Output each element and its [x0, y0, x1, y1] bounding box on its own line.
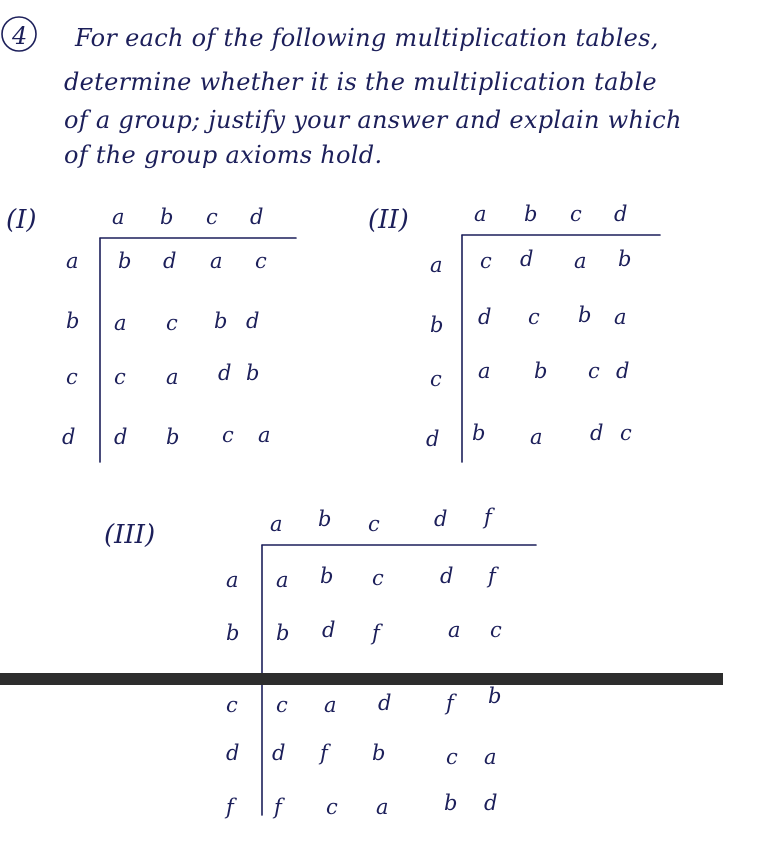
col-header: d	[250, 205, 264, 229]
table-cell: c	[480, 249, 492, 273]
table-cell: b	[214, 309, 228, 333]
table-cell: a	[614, 305, 627, 329]
col-header: b	[160, 205, 174, 229]
table-cell: b	[472, 421, 486, 445]
table-cell: c	[255, 249, 267, 273]
row-header: a	[430, 253, 443, 277]
col-header: c	[206, 205, 218, 229]
row-header: b	[66, 309, 80, 333]
table-cell: d	[322, 618, 336, 642]
col-header: a	[112, 205, 125, 229]
overlay-bar	[0, 673, 723, 685]
table-cell: b	[320, 564, 334, 588]
table-cell: c	[114, 365, 126, 389]
table-cell: d	[478, 305, 492, 329]
col-header: a	[474, 202, 487, 226]
table-cell: f	[320, 741, 328, 765]
table-cell: d	[163, 249, 177, 273]
table-cell: f	[488, 564, 496, 588]
row-header: a	[66, 249, 79, 273]
problem-number	[2, 17, 36, 51]
col-header: c	[570, 202, 582, 226]
table-cell: a	[166, 365, 179, 389]
problem-number-text: 4	[12, 22, 28, 50]
col-header: b	[524, 202, 538, 226]
table-cell: d	[246, 309, 260, 333]
table-cell: b	[246, 361, 260, 385]
problem-line-1: For each of the following multiplication tables,	[75, 24, 659, 52]
row-header: d	[226, 741, 240, 765]
problem-line-4: of the group axioms hold.	[64, 141, 383, 169]
table-cell: c	[620, 421, 632, 445]
table-cell: c	[490, 618, 502, 642]
problem-line-3: of a group; justify your answer and explain which	[64, 106, 682, 134]
table-cell: a	[530, 425, 543, 449]
col-header: c	[368, 512, 380, 536]
table-cell: c	[372, 566, 384, 590]
problem-line-2: determine whether it is the multiplication table	[64, 68, 657, 96]
row-header: f	[226, 795, 234, 819]
table-cell: d	[378, 691, 392, 715]
table-i	[6, 205, 296, 462]
table-cell: a	[448, 618, 461, 642]
table-cell: c	[276, 693, 288, 717]
table-cell: d	[616, 359, 630, 383]
col-header: a	[270, 512, 283, 536]
table-cell: a	[574, 249, 587, 273]
table-cell: c	[326, 795, 338, 819]
table-cell: f	[372, 621, 380, 645]
table-cell: b	[118, 249, 132, 273]
table-cell: a	[324, 693, 337, 717]
table-ii	[368, 202, 660, 462]
row-header: a	[226, 568, 239, 592]
row-header: d	[426, 427, 440, 451]
table-cell: b	[166, 425, 180, 449]
table-cell: c	[446, 745, 458, 769]
table-cell: d	[484, 791, 498, 815]
table-label: (II)	[368, 205, 409, 235]
table-cell: c	[222, 423, 234, 447]
table-cell: a	[484, 745, 497, 769]
row-header: b	[430, 313, 444, 337]
table-cell: a	[210, 249, 223, 273]
row-header: c	[226, 693, 238, 717]
table-cell: a	[376, 795, 389, 819]
table-cell: c	[528, 305, 540, 329]
table-cell: a	[478, 359, 491, 383]
table-label: (I)	[6, 205, 37, 235]
table-cell: d	[590, 421, 604, 445]
problem-statement	[64, 24, 682, 169]
table-cell: d	[272, 741, 286, 765]
row-header: b	[226, 621, 240, 645]
col-header: b	[318, 507, 332, 531]
col-header: f	[484, 505, 492, 529]
table-cell: f	[274, 795, 282, 819]
col-header: d	[614, 202, 628, 226]
row-header: d	[62, 425, 76, 449]
table-cell: c	[166, 311, 178, 335]
table-cell: b	[488, 684, 502, 708]
table-cell: a	[258, 423, 271, 447]
table-cell: f	[446, 691, 454, 715]
row-header: c	[66, 365, 78, 389]
table-cell: d	[218, 361, 232, 385]
table-cell: d	[440, 564, 454, 588]
table-cell: a	[114, 311, 127, 335]
col-header: d	[434, 507, 448, 531]
table-cell: b	[578, 303, 592, 327]
table-cell: b	[276, 621, 290, 645]
table-cell: d	[520, 247, 534, 271]
row-header: c	[430, 367, 442, 391]
table-cell: c	[588, 359, 600, 383]
table-cell: b	[444, 791, 458, 815]
table-cell: a	[276, 568, 289, 592]
table-cell: d	[114, 425, 128, 449]
table-cell: b	[372, 741, 386, 765]
table-label: (III)	[104, 520, 156, 550]
table-cell: b	[618, 247, 632, 271]
table-iii	[0, 505, 723, 819]
table-cell: b	[534, 359, 548, 383]
